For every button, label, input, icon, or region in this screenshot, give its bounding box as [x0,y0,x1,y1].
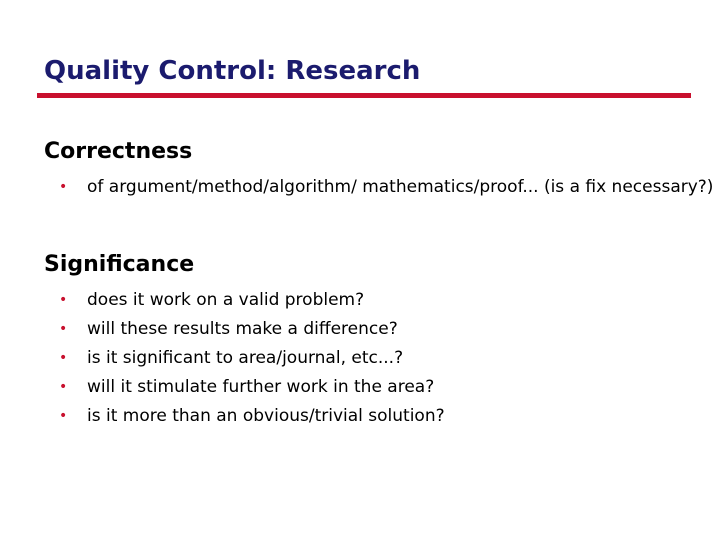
section-significance [44,250,445,431]
section-heading-correctness: Correctness [44,139,193,164]
bullet-text: is it significant to area/journal, etc...? [87,348,404,368]
bullet-item [44,173,714,202]
section-heading-significance: Significance [44,252,195,277]
bullet-dot-icon: • [59,179,68,195]
bullet-dot-icon: • [59,292,68,308]
bullet-text: will it stimulate further work in the area? [87,377,435,397]
bullet-dot-icon: • [59,350,68,366]
bullet-item [44,373,445,402]
bullet-item [44,315,445,344]
section-correctness [44,137,714,202]
bullet-text: will these results make a difference? [87,319,398,339]
bullet-item [44,344,445,373]
bullet-dot-icon: • [59,321,68,337]
bullet-dot-icon: • [59,379,68,395]
bullet-dot-icon: • [59,408,68,424]
bullet-item [44,402,445,431]
bullet-list-significance [44,286,445,431]
bullet-list-correctness [44,173,714,202]
bullet-text: is it more than an obvious/trivial solution? [87,406,445,426]
bullet-item [44,286,445,315]
slide-title: Quality Control: Research [44,56,421,86]
bullet-text: of argument/method/algorithm/ mathematics/proof... (is a fix necessary?) [87,177,714,197]
title-underline-rule [37,93,691,98]
bullet-text: does it work on a valid problem? [87,290,365,310]
